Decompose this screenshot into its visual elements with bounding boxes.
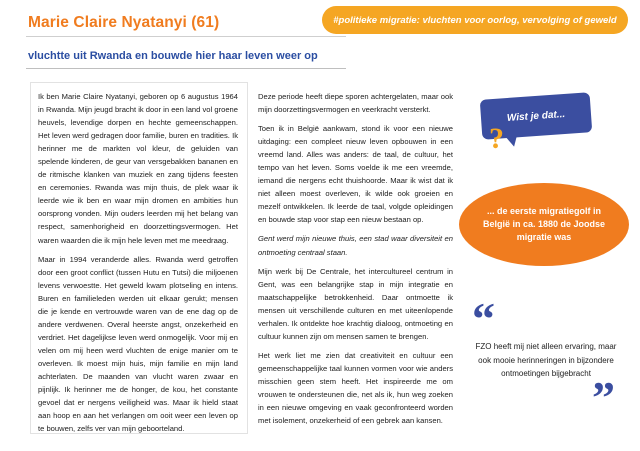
question-mark-icon: ? [489, 122, 504, 155]
quote-text: FZO heeft mij niet alleen ervaring, maar ook mooie herinneringen in bijzondere ontmoetingen bijgebracht [475, 342, 617, 379]
topic-tag [322, 6, 628, 34]
quote-open-mark: “ [472, 293, 495, 344]
page-subtitle: vluchtte uit Rwanda en bouwde hier haar leven weer op [28, 50, 318, 62]
topic-tag-label: #politieke migratie: vluchten voor oorlog, vervolging of geweld [333, 14, 617, 26]
fact-ellipse [459, 183, 629, 266]
column-1 [38, 90, 238, 441]
paragraph: Ik ben Marie Claire Nyatanyi, geboren op 6 augustus 1964 in Rwanda. Mijn jeugd bracht ik door in een land vol groene heuvels, levendige dorpen en hechte gemeenschappen. Het leven werd gedragen door familie, buren en tradities. Ik herinner me de markten vol kleur, de geluiden van spelende kinderen, de geur van versgebakken bananen en de ritmische klanken van muziek en zang tijdens feesten en ceremonies. Rwanda was mijn thuis, de plek waar ik leerde wie ik ben en waar mijn dromen en ambities hun oorsprong vonden. Mijn ouders leerden mij het belang van respect, samenhorigheid en doorzettingsvermogen. Het waren waarden die ik mijn hele leven met me meedraag. [38, 92, 238, 245]
did-you-know-label: Wist je dat... [506, 108, 566, 124]
title-divider [26, 36, 346, 37]
column-2 [258, 90, 453, 433]
paragraph: Het werk liet me zien dat creativiteit en cultuur een gemeenschappelijke taal kunnen vormen voor wie anders misschien geen stem heeft. Het inspireerde me om vrouwen te ondersteunen die, net als ik, hun weg zoeken in een nieuwe omgeving en vaak geconfronteerd worden met isolement, onzekerheid of een gebrek aan kansen. [258, 350, 453, 426]
subtitle-divider [26, 68, 346, 69]
paragraph: Deze periode heeft diepe sporen achtergelaten, maar ook mijn doorzettingsvermogen en veerkracht versterkt. [258, 92, 453, 115]
paragraph: Toen ik in België aankwam, stond ik voor een nieuwe uitdaging: een compleet nieuw leven opbouwen in een vreemd land. Alles was anders: de taal, de cultuur, het tempo van het leven. Soms voelde ik me een vreemde, iemand die nergens echt thuishoorde. Maar ik wist dat ik niet alleen moest overleven, ik wilde ook groeien en mezelf ontwikkelen. Ik leerde de taal, volgde opleidingen en bouwde stap voor stap een nieuw bestaan op. [258, 124, 453, 225]
paragraph: Mijn werk bij De Centrale, het intercultureel centrum in Gent, was een belangrijke stap in mijn integratie en maatschappelijke betrokkenheid. Daar ontmoette ik mensen uit verschillende culturen en met uiteenlopende verhalen. Ik ontdekte hoe krachtig dialoog, ontmoeting en cultuur kunnen zijn om mensen samen te brengen. [258, 266, 453, 341]
paragraph-italic: Gent werd mijn nieuwe thuis, een stad waar diversiteit en ontmoeting centraal staan. [258, 234, 453, 257]
fact-text: ... de eerste migratiegolf in België in ca. 1880 de Joodse migratie was [482, 205, 606, 243]
speech-bubble-tail-icon [504, 134, 518, 147]
page-title: Marie Claire Nyatanyi (61) [28, 14, 220, 31]
paragraph: Maar in 1994 veranderde alles. Rwanda werd getroffen door een groot conflict (tussen Hutu en Tutsi) die miljoenen levens verwoestte. Het geweld kwam plotseling en intens. Buren en familieleden werden uit elkaar gerukt; mensen die je kende en vertrouwde waren van de ene dag op de andere verdwenen. Overal heerste angst, onzekerheid en verdriet. Het dagelijkse leven werd onmogelijk. Voor mij en velen om mij heen werd vluchten de enige manier om te overleven. Ik moest mijn huis, mijn familie en mijn land achterlaten. De maanden van vlucht waren zwaar en pijnlijk. Ik herinner me de honger, de kou, het constante gevoel dat er nergens veiligheid was. Maar ik hield staat aan hoop en aan het verlangen om ooit weer een leven op te bouwen, zelfs ver van mijn geboorteland. [38, 254, 238, 434]
quote-close-mark: ” [592, 372, 615, 423]
